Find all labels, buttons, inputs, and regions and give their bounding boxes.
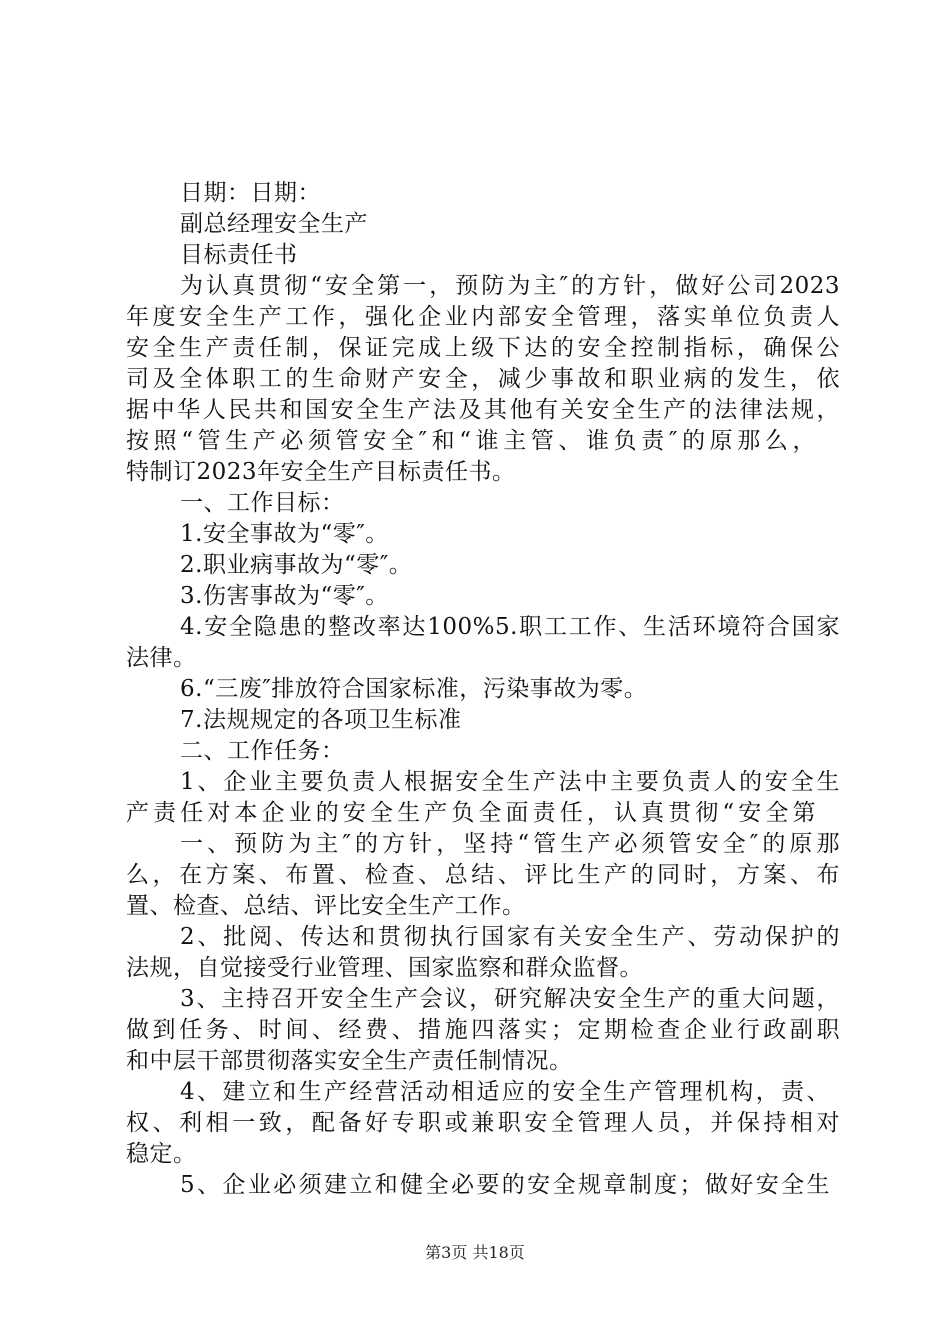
- paragraph-line: 和中层干部贯彻落实安全生产责任制情况。: [126, 1048, 573, 1074]
- paragraph-line: 做到任务、时间、经费、措施四落实；定期检查企业行政副职: [126, 1017, 840, 1043]
- title-line-1: 副总经理安全生产: [180, 211, 368, 237]
- paragraph-line: 3、主持召开安全生产会议，研究解决安全生产的重大问题，: [180, 986, 840, 1012]
- list-item: 3.伤害事故为“零″。: [180, 583, 389, 609]
- paragraph-line: 法规，自觉接受行业管理、国家监察和群众监督。: [126, 955, 643, 981]
- paragraph-line: 2、批阅、传达和贯彻执行国家有关安全生产、劳动保护的: [180, 924, 840, 950]
- section-heading-goals: 一、工作目标：: [180, 490, 345, 516]
- paragraph-line: 产责任对本企业的安全生产负全面责任，认真贯彻“安全第: [126, 800, 816, 826]
- list-item: 1.安全事故为“零″。: [180, 521, 389, 547]
- list-item: 2.职业病事故为“零″。: [180, 552, 413, 578]
- list-item: 4.安全隐患的整改率达100%5.职工工作、生活环境符合国家: [180, 614, 840, 640]
- paragraph-line: 司及全体职工的生命财产安全，减少事故和职业病的发生，依: [126, 366, 840, 392]
- list-item-continued: 法律。: [126, 645, 197, 671]
- paragraph-line: 权、利相一致，配备好专职或兼职安全管理人员，并保持相对: [126, 1110, 840, 1136]
- title-line-2: 目标责任书: [180, 242, 298, 268]
- page-number-footer: 第3页 共18页: [425, 1243, 525, 1262]
- paragraph-line: 么，在方案、布置、检查、总结、评比生产的同时，方案、布: [126, 862, 840, 888]
- section-heading-tasks: 二、工作任务：: [180, 738, 345, 764]
- paragraph-line: 一、预防为主″的方针，坚持“管生产必须管安全″的原那: [180, 831, 840, 857]
- paragraph-line: 据中华人民共和国安全生产法及其他有关安全生产的法律法规，: [126, 397, 840, 423]
- paragraph-line: 安全生产责任制，保证完成上级下达的安全控制指标，确保公: [126, 335, 840, 361]
- date-line: 日期：日期：: [180, 180, 321, 206]
- paragraph-line: 5、企业必须建立和健全必要的安全规章制度；做好安全生: [180, 1172, 830, 1198]
- paragraph-line: 按照“管生产必须管安全″和“谁主管、谁负责″的原那么，: [126, 428, 816, 454]
- list-item: 7.法规规定的各项卫生标准: [180, 707, 462, 733]
- paragraph-line: 4、建立和生产经营活动相适应的安全生产管理机构，责、: [180, 1079, 830, 1105]
- paragraph-line: 年度安全生产工作，强化企业内部安全管理，落实单位负责人: [126, 304, 840, 330]
- paragraph-line: 置、检查、总结、评比安全生产工作。: [126, 893, 526, 919]
- paragraph-line: 为认真贯彻“安全第一，预防为主″的方针，做好公司2023: [180, 273, 840, 299]
- paragraph-line: 特制订2023年安全生产目标责任书。: [126, 459, 516, 485]
- paragraph-line: 稳定。: [126, 1141, 197, 1167]
- list-item: 6.“三废″排放符合国家标准，污染事故为零。: [180, 676, 648, 702]
- paragraph-line: 1、企业主要负责人根据安全生产法中主要负责人的安全生: [180, 769, 840, 795]
